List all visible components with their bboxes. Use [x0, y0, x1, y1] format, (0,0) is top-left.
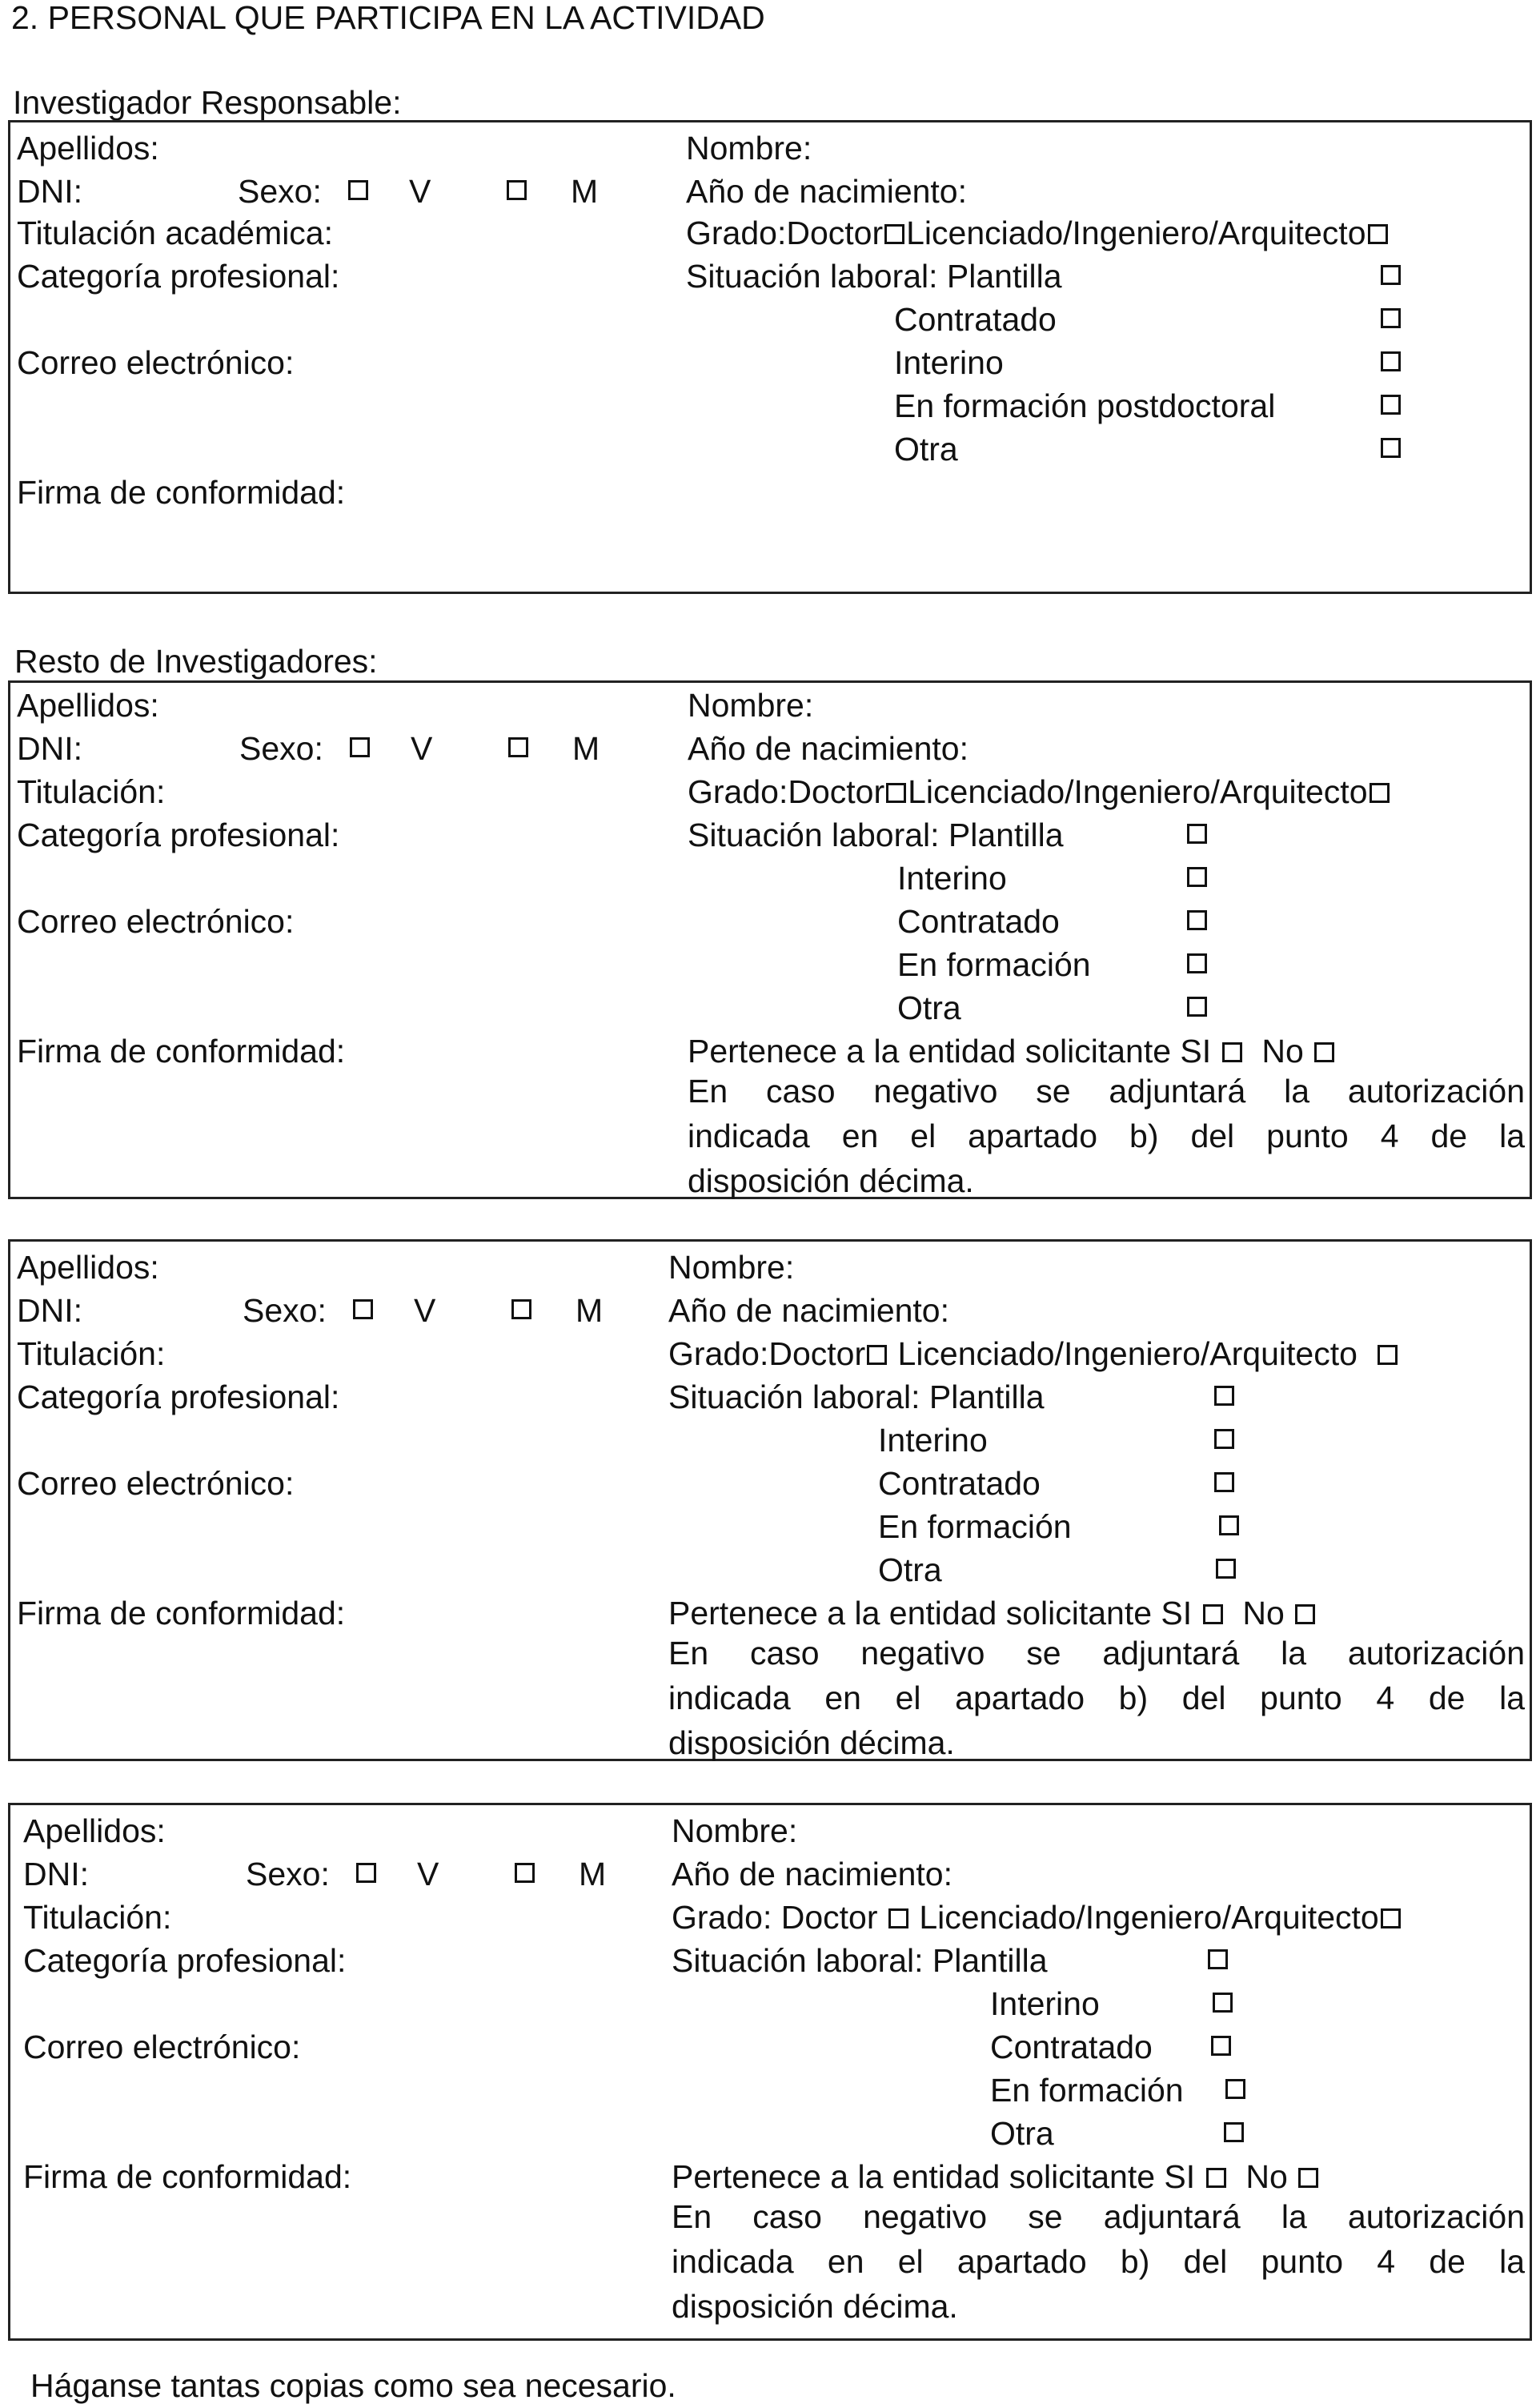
grado-licenciado-checkbox[interactable] [1368, 224, 1388, 244]
sexo-v-checkbox[interactable] [356, 1863, 376, 1883]
otra-label: Otra [990, 2115, 1054, 2152]
note-line: indicada en el apartado b) del punto 4 de la [668, 1680, 1525, 1716]
correo-label: Correo electrónico: [17, 903, 295, 940]
formacion-label: En formación [897, 946, 1091, 983]
note-line: En caso negativo se adjuntará la autorización [668, 1635, 1525, 1672]
sexo-m-checkbox[interactable] [508, 737, 528, 757]
apellidos-label: Apellidos: [17, 1249, 159, 1286]
nombre-label: Nombre: [668, 1249, 795, 1286]
postdoc-label: En formación postdoctoral [894, 387, 1276, 424]
situacion-label: Situación laboral: Plantilla [688, 817, 1064, 853]
interino-label: Interino [990, 1985, 1100, 2022]
apellidos-label: Apellidos: [17, 687, 159, 724]
pertenece-row [668, 1597, 1317, 1630]
pertenece-label: Pertenece a la entidad solicitante SI [672, 2158, 1196, 2195]
titulacion-label: Titulación: [17, 1335, 166, 1372]
note-line: disposición décima. [688, 1162, 974, 1199]
correo-label: Correo electrónico: [17, 344, 295, 381]
section-title: 2. PERSONAL QUE PARTICIPA EN LA ACTIVIDAD [11, 0, 765, 36]
responsible-box [8, 120, 1532, 594]
sexo-m-checkbox[interactable] [515, 1863, 535, 1883]
apellidos-label: Apellidos: [17, 130, 159, 167]
sexo-label: Sexo: [238, 173, 322, 210]
pertenece-no-label: No [1242, 1595, 1285, 1631]
sexo-label: Sexo: [239, 730, 323, 767]
anio-label: Año de nacimiento: [672, 1856, 953, 1892]
formacion-checkbox[interactable] [1187, 953, 1207, 973]
contratado-checkbox[interactable] [1211, 2036, 1231, 2056]
negative-note [668, 1631, 1525, 1765]
investigator-box-2 [8, 1239, 1532, 1761]
grado-row [672, 1901, 1402, 1934]
pertenece-no-checkbox[interactable] [1298, 2168, 1318, 2188]
contratado-label: Contratado [894, 301, 1057, 338]
sexo-v-label: V [414, 1292, 436, 1329]
sexo-v-checkbox[interactable] [348, 180, 368, 200]
pertenece-row [672, 2158, 1320, 2195]
nombre-label: Nombre: [686, 130, 812, 167]
formacion-label: En formación [878, 1508, 1072, 1545]
plantilla-checkbox[interactable] [1208, 1949, 1228, 1969]
pertenece-no-checkbox[interactable] [1314, 1042, 1334, 1062]
sexo-v-label: V [417, 1856, 439, 1892]
grado-licenciado-checkbox[interactable] [1378, 1345, 1398, 1365]
situacion-label: Situación laboral: Plantilla [668, 1379, 1045, 1415]
dni-label: DNI: [17, 730, 82, 767]
contratado-label: Contratado [990, 2029, 1153, 2065]
others-heading: Resto de Investigadores: [14, 643, 378, 680]
categoria-label: Categoría profesional: [17, 258, 340, 295]
categoria-label: Categoría profesional: [23, 1942, 347, 1979]
firma-label: Firma de conformidad: [17, 474, 346, 511]
contratado-checkbox[interactable] [1187, 910, 1207, 930]
interino-checkbox[interactable] [1213, 1993, 1233, 2013]
note-line: indicada en el apartado b) del punto 4 de la [672, 2243, 1525, 2280]
sexo-v-label: V [411, 730, 433, 767]
formacion-label: En formación [990, 2072, 1184, 2109]
dni-label: DNI: [17, 173, 82, 210]
contratado-checkbox[interactable] [1214, 1472, 1234, 1492]
pertenece-si-checkbox[interactable] [1206, 2168, 1226, 2188]
situacion-label: Situación laboral: Plantilla [672, 1942, 1048, 1979]
grado-doctor-checkbox[interactable] [888, 1908, 908, 1928]
plantilla-checkbox[interactable] [1187, 824, 1207, 844]
pertenece-no-label: No [1245, 2158, 1288, 2195]
sexo-m-label: M [571, 173, 599, 210]
situacion-label: Situación laboral: Plantilla [686, 258, 1062, 295]
pertenece-si-checkbox[interactable] [1203, 1604, 1223, 1624]
interino-checkbox[interactable] [1381, 351, 1401, 371]
titulacion-label: Titulación: [17, 773, 166, 810]
note-line: indicada en el apartado b) del punto 4 de la [688, 1118, 1525, 1154]
grado-doctor-label: Grado:Doctor [688, 773, 885, 810]
formacion-checkbox[interactable] [1219, 1515, 1239, 1535]
grado-doctor-checkbox[interactable] [867, 1345, 887, 1365]
sexo-v-label: V [409, 173, 431, 210]
interino-checkbox[interactable] [1187, 867, 1207, 887]
negative-note [672, 2194, 1525, 2329]
sexo-v-checkbox[interactable] [353, 1299, 373, 1319]
note-line: disposición décima. [672, 2288, 958, 2325]
sexo-v-checkbox[interactable] [350, 737, 370, 757]
titulacion-label: Titulación académica: [17, 215, 334, 251]
sexo-label: Sexo: [246, 1856, 330, 1892]
sexo-m-label: M [579, 1856, 607, 1892]
pertenece-no-label: No [1261, 1033, 1304, 1070]
sexo-m-label: M [575, 1292, 604, 1329]
anio-label: Año de nacimiento: [686, 173, 968, 210]
titulacion-label: Titulación: [23, 1899, 172, 1936]
firma-label: Firma de conformidad: [17, 1033, 346, 1070]
pertenece-no-checkbox[interactable] [1295, 1604, 1315, 1624]
contratado-label: Contratado [897, 903, 1060, 940]
interino-label: Interino [878, 1422, 988, 1459]
pertenece-si-checkbox[interactable] [1222, 1042, 1242, 1062]
dni-label: DNI: [17, 1292, 82, 1329]
interino-label: Interino [894, 344, 1004, 381]
otra-label: Otra [878, 1551, 942, 1588]
correo-label: Correo electrónico: [17, 1465, 295, 1502]
grado-doctor-label: Grado:Doctor [668, 1335, 866, 1372]
grado-doctor-label: Grado: Doctor [672, 1899, 878, 1936]
otra-checkbox[interactable] [1224, 2122, 1244, 2142]
formacion-checkbox[interactable] [1225, 2079, 1245, 2099]
otra-checkbox[interactable] [1187, 997, 1207, 1017]
pertenece-label: Pertenece a la entidad solicitante SI [688, 1033, 1212, 1070]
sexo-m-label: M [572, 730, 600, 767]
grado-licenciado-label: Licenciado/Ingeniero/Arquitecto [897, 1335, 1358, 1372]
grado-licenciado-label: Licenciado/Ingeniero/Arquitecto [908, 773, 1368, 810]
note-line: En caso negativo se adjuntará la autorización [672, 2198, 1525, 2235]
grado-row [668, 1335, 1399, 1372]
note-line: En caso negativo se adjuntará la autorización [688, 1073, 1525, 1110]
firma-label: Firma de conformidad: [17, 1595, 346, 1631]
plantilla-checkbox[interactable] [1381, 265, 1401, 285]
categoria-label: Categoría profesional: [17, 1379, 340, 1415]
nombre-label: Nombre: [688, 687, 814, 724]
anio-label: Año de nacimiento: [688, 730, 969, 767]
investigator-box-1 [8, 680, 1532, 1199]
pertenece-row [688, 1035, 1336, 1068]
anio-label: Año de nacimiento: [668, 1292, 950, 1329]
correo-label: Correo electrónico: [23, 2029, 301, 2065]
sexo-label: Sexo: [243, 1292, 327, 1329]
otra-checkbox[interactable] [1381, 438, 1401, 458]
sexo-m-checkbox[interactable] [507, 180, 527, 200]
footer-note: Háganse tantas copias como sea necesario. [30, 2367, 676, 2404]
dni-label: DNI: [23, 1856, 89, 1892]
negative-note [688, 1069, 1525, 1203]
grado-licenciado-label: Licenciado/Ingeniero/Arquitecto [906, 215, 1366, 251]
grado-doctor-checkbox[interactable] [884, 224, 904, 244]
responsible-heading: Investigador Responsable: [13, 84, 402, 121]
grado-licenciado-checkbox[interactable] [1370, 783, 1390, 803]
nombre-label: Nombre: [672, 1812, 798, 1849]
grado-doctor-label: Grado:Doctor [686, 215, 884, 251]
grado-licenciado-label: Licenciado/Ingeniero/Arquitecto [919, 1899, 1379, 1936]
otra-label: Otra [897, 989, 961, 1026]
grado-licenciado-checkbox[interactable] [1381, 1908, 1401, 1928]
contratado-checkbox[interactable] [1381, 308, 1401, 328]
investigator-box-3 [8, 1803, 1532, 2341]
plantilla-checkbox[interactable] [1214, 1386, 1234, 1406]
contratado-label: Contratado [878, 1465, 1041, 1502]
interino-checkbox[interactable] [1214, 1429, 1234, 1449]
postdoc-checkbox[interactable] [1381, 395, 1401, 415]
grado-row [686, 217, 1390, 250]
interino-label: Interino [897, 860, 1007, 897]
otra-label: Otra [894, 431, 958, 468]
sexo-m-checkbox[interactable] [511, 1299, 531, 1319]
otra-checkbox[interactable] [1216, 1559, 1236, 1579]
grado-row [688, 773, 1391, 810]
categoria-label: Categoría profesional: [17, 817, 340, 853]
grado-doctor-checkbox[interactable] [886, 783, 906, 803]
apellidos-label: Apellidos: [23, 1812, 166, 1849]
note-line: disposición décima. [668, 1724, 955, 1761]
pertenece-label: Pertenece a la entidad solicitante SI [668, 1595, 1193, 1631]
firma-label: Firma de conformidad: [23, 2158, 352, 2195]
